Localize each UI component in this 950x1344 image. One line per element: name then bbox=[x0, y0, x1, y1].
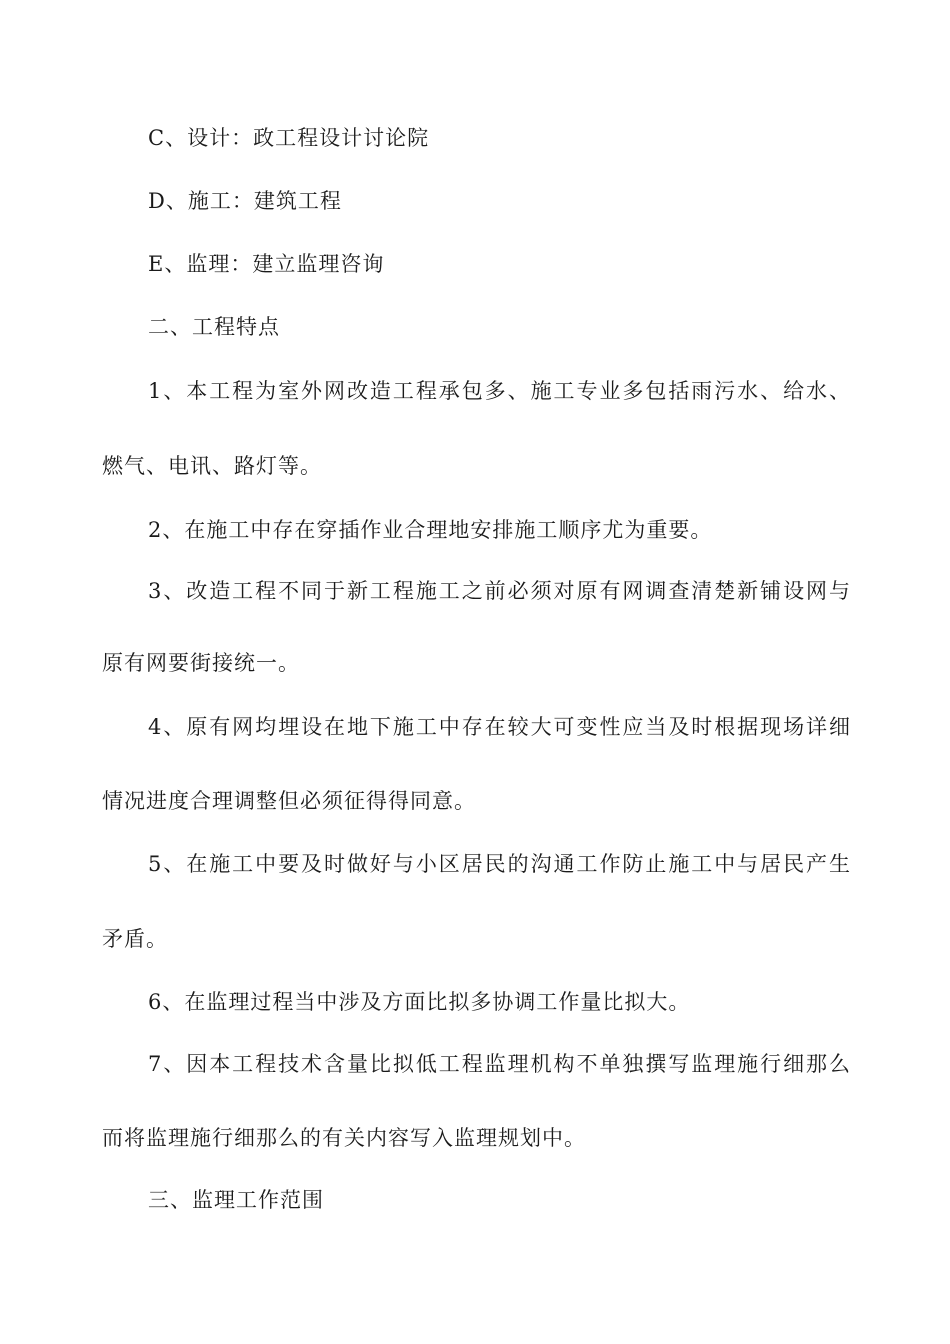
feature-5-line-1: 5、在施工中要及时做好与小区居民的沟通工作防止施工中与居民产生 bbox=[148, 852, 850, 876]
feature-2-line: 2、在施工中存在穿插作业合理地安排施工顺序尤为重要。 bbox=[148, 518, 713, 542]
feature-1-line-1: 1、本工程为室外网改造工程承包多、施工专业多包括雨污水、给水、 bbox=[148, 379, 850, 403]
feature-7-line-2: 而将监理施行细那么的有关内容写入监理规划中。 bbox=[102, 1126, 586, 1150]
section-heading-supervision-scope: 三、监理工作范围 bbox=[148, 1188, 324, 1212]
feature-3-line-2: 原有网要街接统一。 bbox=[102, 651, 300, 675]
party-supervision-line: E、监理：建立监理咨询 bbox=[148, 252, 385, 276]
feature-3-line-1: 3、改造工程不同于新工程施工之前必须对原有网调查清楚新铺设网与 bbox=[148, 579, 850, 603]
section-heading-project-features: 二、工程特点 bbox=[148, 315, 280, 339]
feature-7-line-1: 7、因本工程技术含量比拟低工程监理机构不单独撰写监理施行细那么 bbox=[148, 1052, 850, 1076]
party-construction-line: D、施工：建筑工程 bbox=[148, 189, 342, 213]
feature-4-line-1: 4、原有网均埋设在地下施工中存在较大可变性应当及时根据现场详细 bbox=[148, 715, 850, 739]
feature-5-line-2: 矛盾。 bbox=[102, 927, 168, 951]
feature-1-line-2: 燃气、电讯、路灯等。 bbox=[102, 454, 322, 478]
feature-6-line: 6、在监理过程当中涉及方面比拟多协调工作量比拟大。 bbox=[148, 990, 691, 1014]
party-design-line: C、设计：政工程设计讨论院 bbox=[148, 126, 430, 150]
feature-4-line-2: 情况进度合理调整但必须征得得同意。 bbox=[102, 789, 476, 813]
